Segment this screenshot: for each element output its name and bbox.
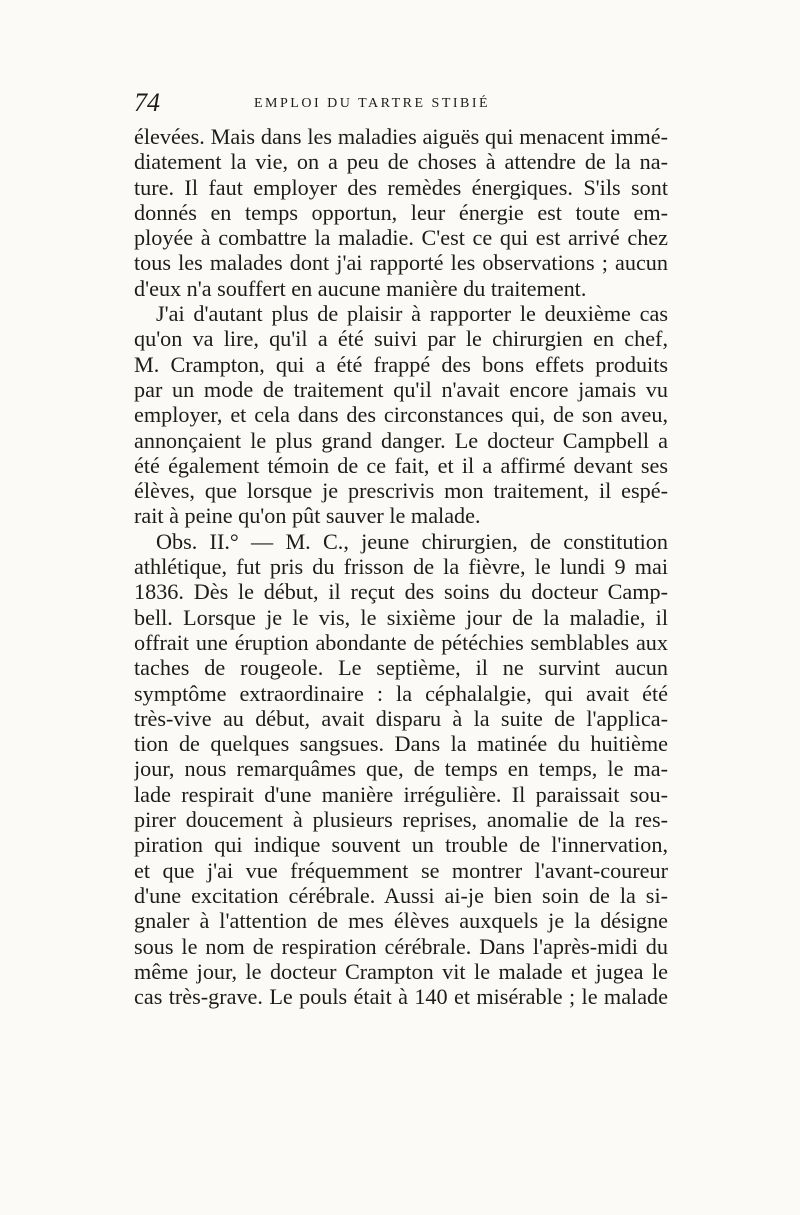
text-line: ture. Il faut employer des remèdes énergiques. S'ils sont <box>134 174 668 200</box>
running-title: EMPLOI DU TARTRE STIBIÉ <box>254 96 491 111</box>
page-header <box>134 86 668 120</box>
text-line: taches de rougeole. Le septième, il ne survint aucun <box>134 655 668 681</box>
text-line: athlétique, fut pris du frisson de la fièvre, le lundi 9 mai <box>134 554 668 580</box>
text-line: rait à peine qu'on pût sauver le malade. <box>134 503 481 529</box>
text-line: pirer doucement à plusieurs reprises, anomalie de la res- <box>134 807 668 833</box>
text-line: tous les malades dont j'ai rapporté les observations ; aucun <box>134 250 668 276</box>
paragraph <box>134 529 668 1010</box>
text-line: élèves, que lorsque je prescrivis mon traitement, il espé- <box>134 478 668 504</box>
text-line: gnaler à l'attention de mes élèves auxquels je la désigne <box>134 908 668 934</box>
text-line: qu'on va lire, qu'il a été suivi par le chirurgien en chef, <box>134 326 668 352</box>
text-line: d'eux n'a souffert en aucune manière du traitement. <box>134 275 587 301</box>
text-line: Obs. II.° — M. C., jeune chirurgien, de constitution <box>156 528 668 554</box>
text-line: jour, nous remarquâmes que, de temps en temps, le ma- <box>134 756 668 782</box>
text-line: sous le nom de respiration cérébrale. Dans l'après-midi du <box>134 933 668 959</box>
text-line: symptôme extraordinaire : la céphalalgie, qui avait été <box>134 680 668 706</box>
text-line: par un mode de traitement qu'il n'avait encore jamais vu <box>134 376 668 402</box>
text-line: d'une excitation cérébrale. Aussi ai-je bien soin de la si- <box>134 882 668 908</box>
text-line: annonçaient le plus grand danger. Le docteur Campbell a <box>134 427 668 453</box>
text-line: ployée à combattre la maladie. C'est ce qui est arrivé chez <box>134 225 668 251</box>
text-line: très-vive au début, avait disparu à la suite de l'applica- <box>134 705 668 731</box>
text-line: M. Crampton, qui a été frappé des bons effets produits <box>134 351 668 377</box>
text-line: et que j'ai vue fréquemment se montrer l'avant-coureur <box>134 857 668 883</box>
text-line: été également témoin de ce fait, et il a affirmé devant ses <box>134 452 668 478</box>
page-number: 74 <box>134 88 160 117</box>
text-line: donnés en temps opportun, leur énergie est toute em- <box>134 199 668 225</box>
text-line: bell. Lorsque je le vis, le sixième jour de la maladie, il <box>134 604 668 630</box>
text-line: offrait une éruption abondante de pétéchies semblables aux <box>134 629 668 655</box>
paragraph <box>134 124 668 301</box>
text-line: cas très-grave. Le pouls était à 140 et misérable ; le malade <box>134 984 668 1010</box>
text-line: employer, et cela dans des circonstances qui, de son aveu, <box>134 402 668 428</box>
paragraph <box>134 301 668 529</box>
text-line: même jour, le docteur Crampton vit le malade et jugea le <box>134 958 668 984</box>
text-line: piration qui indique souvent un trouble de l'innervation, <box>134 832 668 858</box>
text-line: J'ai d'autant plus de plaisir à rapporter le deuxième cas <box>156 301 668 327</box>
text-line: tion de quelques sangsues. Dans la matinée du huitième <box>134 731 668 757</box>
text-line: lade respirait d'une manière irrégulière. Il paraissait sou- <box>134 781 668 807</box>
text-line: élevées. Mais dans les maladies aiguës qui menacent immé- <box>134 124 668 149</box>
body-text <box>134 124 668 1009</box>
text-line: 1836. Dès le début, il reçut des soins du docteur Camp- <box>134 579 668 605</box>
text-line: diatement la vie, on a peu de choses à attendre de la na- <box>134 149 668 175</box>
